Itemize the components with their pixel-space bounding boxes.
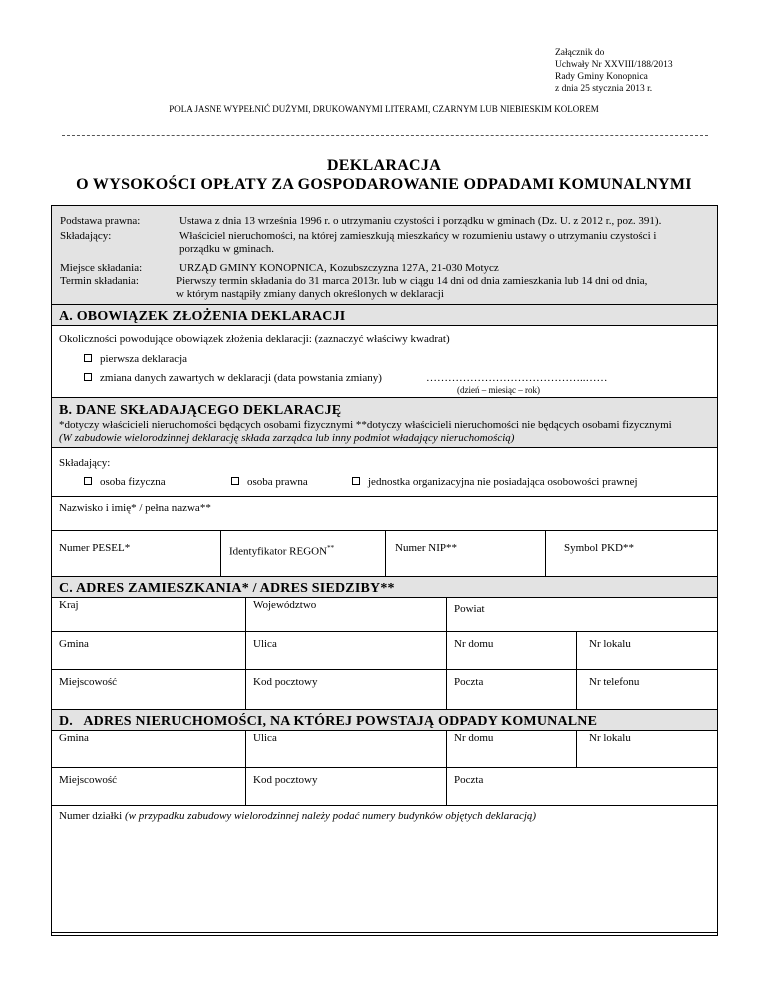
skladajacy-value: Właściciel nieruchomości, na której zamieszkują mieszkańcy w rozumieniu ustawy o utrzymaniu czystości i	[179, 230, 657, 242]
pkd-field[interactable]	[545, 531, 718, 577]
name-label: Nazwisko i imię* / pełna nazwa**	[59, 502, 211, 514]
skladajacy-label: Składający:	[60, 230, 112, 242]
regon-sup: **	[327, 544, 335, 552]
d-miejscowosc-field[interactable]	[52, 768, 245, 806]
option-label: pierwsza deklaracja	[100, 353, 188, 365]
name-field[interactable]	[52, 496, 717, 531]
option-natural-person[interactable]	[84, 476, 166, 489]
termin-value: Pierwszy termin składania do 31 marca 2013r. lub w ciągu 14 dni od dnia zamieszkania lub 14 dni od dnia,	[176, 275, 648, 287]
submitter-type-row	[52, 447, 717, 497]
submitter-label: Składający:	[59, 457, 111, 469]
section-c-title: C. ADRES ZAMIESZKANIA* / ADRES SIEDZIBY**	[52, 576, 717, 597]
option-legal-person[interactable]	[231, 476, 308, 489]
d-nr-lokalu-field[interactable]	[576, 731, 718, 768]
powiat-label: Powiat	[454, 603, 485, 615]
checkbox[interactable]	[84, 354, 92, 362]
nip-label: Numer NIP**	[395, 542, 458, 554]
address-row-1	[52, 597, 717, 632]
separator-line	[62, 135, 708, 136]
checkbox[interactable]	[84, 373, 92, 381]
circumstances-label: Okoliczności powodujące obowiązek złożenia deklaracji: (zaznaczyć właściwy kwadrat)	[59, 333, 450, 345]
d-nr-lokalu-label: Nr lokalu	[589, 732, 631, 744]
gmina-field[interactable]	[52, 632, 245, 670]
section-d-title: D. ADRES NIERUCHOMOŚCI, NA KTÓREJ POWSTAJĄ ODPADY KOMUNALNE	[52, 709, 717, 730]
plot-number-label	[59, 810, 536, 823]
checkbox[interactable]	[352, 477, 360, 485]
podstawa-value: Ustawa z dnia 13 września 1996 r. o utrzymaniu czystości i porządku w gminach (Dz. U. z 2012 r., poz. 391).	[179, 215, 662, 227]
checkbox[interactable]	[84, 477, 92, 485]
plot-number-field[interactable]	[52, 805, 717, 933]
date-hint: (dzień – miesiąc – rok)	[457, 385, 540, 395]
pkd-label: Symbol PKD**	[564, 542, 634, 554]
d-nr-domu-label: Nr domu	[454, 732, 494, 744]
bottom-rule	[52, 932, 717, 933]
plot-number-text: Numer działki	[59, 810, 123, 822]
fill-instruction: POLA JASNE WYPEŁNIĆ DUŻYMI, DRUKOWANYMI LITERAMI, CZARNYM LUB NIEBIESKIM KOLOREM	[169, 104, 599, 114]
wojewodztwo-label: Województwo	[253, 599, 317, 611]
annex-line: z dnia 25 stycznia 2013 r.	[555, 84, 653, 94]
miejscowosc-field[interactable]	[52, 670, 245, 710]
section-b-note-italic: (W zabudowie wielorodzinnej deklarację składa zarządca lub inny podmiot władający nieruchomością)	[59, 432, 515, 444]
plot-number-note: (w przypadku zabudowy wielorodzinnej należy podać numery budynków objętych deklaracją)	[124, 810, 537, 822]
option-label: zmiana danych zawartych w deklaracji (data powstania zmiany)	[100, 372, 382, 384]
regon-label-text: Identyfikator REGON	[229, 545, 328, 558]
id-numbers-row	[52, 530, 717, 577]
section-a-body	[52, 325, 717, 398]
regon-field[interactable]	[220, 531, 386, 577]
poczta-label: Poczta	[454, 676, 484, 688]
section-b-note: *dotyczy właścicieli nieruchomości będących osobami fizycznymi **dotyczy właścicieli nieruchomości nie będących osobami fizycznymi	[59, 419, 672, 431]
header-info	[52, 206, 717, 304]
option-label: osoba fizyczna	[100, 476, 166, 488]
property-row-2	[52, 767, 717, 806]
section-a-title: A. OBOWIĄZEK ZŁOŻENIA DEKLARACJI	[52, 304, 717, 325]
option-organizational-unit[interactable]	[352, 476, 638, 489]
gmina-label: Gmina	[59, 638, 89, 650]
annex-block	[555, 47, 755, 95]
telefon-field[interactable]	[576, 670, 718, 710]
option-label: osoba prawna	[247, 476, 308, 488]
kraj-label: Kraj	[59, 599, 79, 611]
d-kod-label: Kod pocztowy	[253, 774, 318, 786]
d-ulica-label: Ulica	[253, 732, 277, 744]
page-title: DEKLARACJA	[326, 157, 442, 174]
annex-line: Uchwały Nr XXVIII/188/2013	[555, 60, 673, 70]
nr-domu-label: Nr domu	[454, 638, 494, 650]
miejsce-label: Miejsce składania:	[60, 262, 143, 274]
annex-line: Rady Gminy Konopnica	[555, 72, 648, 82]
telefon-label: Nr telefonu	[589, 676, 640, 688]
property-row-1	[52, 730, 717, 768]
d-poczta-field[interactable]	[446, 768, 718, 806]
d-poczta-label: Poczta	[454, 774, 484, 786]
powiat-field[interactable]	[446, 598, 718, 632]
checkbox[interactable]	[231, 477, 239, 485]
option-first-declaration[interactable]	[84, 353, 187, 366]
annex-line: Załącznik do	[555, 48, 605, 58]
d-kod-field[interactable]	[245, 768, 447, 806]
nr-lokalu-field[interactable]	[576, 632, 718, 670]
address-row-2	[52, 631, 717, 670]
kraj-field[interactable]	[52, 598, 245, 632]
option-label: jednostka organizacyjna nie posiadająca osobowości prawnej	[368, 476, 638, 488]
nr-lokalu-label: Nr lokalu	[589, 638, 631, 650]
kod-label: Kod pocztowy	[253, 676, 318, 688]
address-row-3	[52, 669, 717, 710]
regon-label	[229, 542, 334, 559]
ulica-field[interactable]	[245, 632, 447, 670]
page-subtitle: O WYSOKOŚCI OPŁATY ZA GOSPODAROWANIE ODPADAMI KOMUNALNYMI	[76, 176, 692, 193]
nip-field[interactable]	[385, 531, 546, 577]
d-ulica-field[interactable]	[245, 731, 447, 768]
termin-value: w którym nastąpiły zmiany danych określonych w deklaracji	[176, 288, 444, 300]
d-gmina-field[interactable]	[52, 731, 245, 768]
ulica-label: Ulica	[253, 638, 277, 650]
pesel-label: Numer PESEL*	[59, 542, 131, 554]
option-data-change[interactable]	[84, 372, 382, 385]
change-date-field[interactable]: ……………………………………..……	[426, 372, 608, 384]
section-b-header	[52, 397, 717, 448]
miejscowosc-label: Miejscowość	[59, 676, 118, 688]
kod-field[interactable]	[245, 670, 447, 710]
pesel-field[interactable]	[52, 531, 220, 577]
nr-domu-field[interactable]	[446, 632, 577, 670]
poczta-field[interactable]	[446, 670, 577, 710]
podstawa-label: Podstawa prawna:	[60, 215, 141, 227]
section-b-title: B. DANE SKŁADAJĄCEGO DEKLARACJĘ	[59, 403, 342, 418]
termin-label: Termin składania:	[60, 275, 139, 287]
d-miejscowosc-label: Miejscowość	[59, 774, 118, 786]
wojewodztwo-field[interactable]	[245, 598, 447, 632]
miejsce-value: URZĄD GMINY KONOPNICA, Kozubszczyzna 127A, 21-030 Motycz	[179, 262, 499, 274]
d-nr-domu-field[interactable]	[446, 731, 577, 768]
form-frame	[51, 205, 718, 936]
skladajacy-value: porządku w gminach.	[179, 243, 274, 255]
d-gmina-label: Gmina	[59, 732, 89, 744]
